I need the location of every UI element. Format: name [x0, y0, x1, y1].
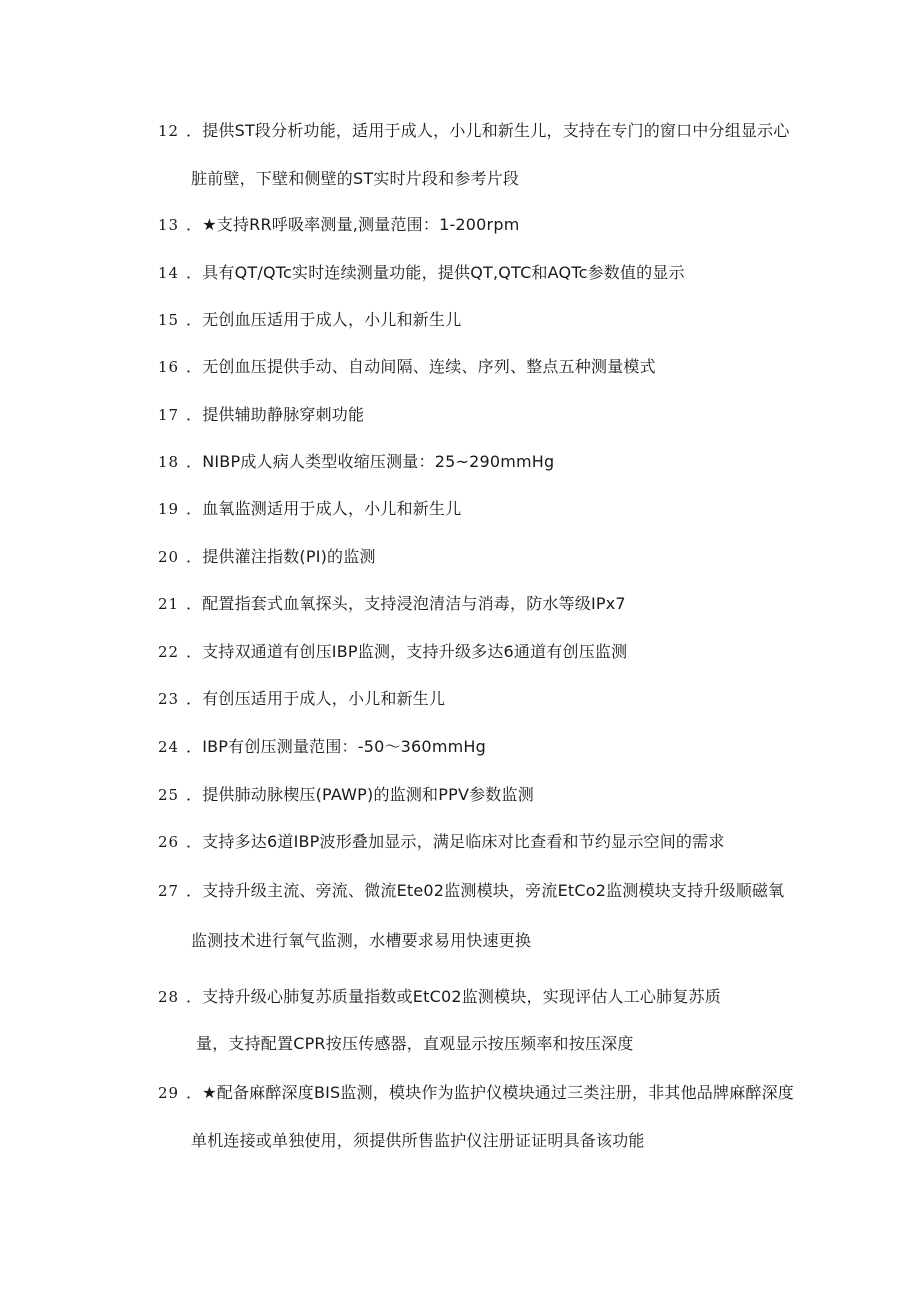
- item-text-continued: 脏前壁，下壁和侧壁的ST实时片段和参考片段: [191, 169, 520, 188]
- item-text: ．NIBP成人病人类型收缩压测量：25~290mmHg: [186, 452, 555, 471]
- item-number: 29: [158, 1084, 180, 1102]
- item-number: 17: [158, 406, 180, 424]
- item-text: ．支持多达6道IBP波形叠加显示，满足临床对比查看和节约显示空间的需求: [186, 832, 725, 851]
- item-text: ．无创血压适用于成人，小儿和新生儿: [186, 310, 462, 329]
- item-text: ．配置指套式血氧探头，支持浸泡清洁与消毒，防水等级IPx7: [186, 594, 626, 613]
- item-text: ．提供ST段分析功能，适用于成人，小儿和新生儿，支持在专门的窗口中分组显示心: [186, 121, 790, 140]
- item-number: 27: [158, 882, 180, 900]
- item-number: 26: [158, 833, 180, 851]
- item-number: 28: [158, 988, 180, 1006]
- item-text-continued: 单机连接或单独使用，须提供所售监护仪注册证证明具备该功能: [191, 1131, 645, 1150]
- item-number: 14: [158, 264, 180, 282]
- item-text: ．支持双通道有创压IBP监测，支持升级多达6通道有创压监测: [186, 642, 628, 661]
- item-text: ．★配备麻醉深度BIS监测，模块作为监护仪模块通过三类注册，非其他品牌麻醉深度: [186, 1083, 794, 1102]
- item-number: 16: [158, 358, 180, 376]
- item-text-continued: 监测技术进行氧气监测，水槽要求易用快速更换: [191, 931, 532, 950]
- item-number: 25: [158, 786, 180, 804]
- item-text: ．血氧监测适用于成人，小儿和新生儿: [186, 499, 462, 518]
- item-number: 22: [158, 643, 180, 661]
- item-text: ．提供灌注指数(PI)的监测: [186, 547, 376, 566]
- item-text: ．支持升级心肺复苏质量指数或EtC02监测模块，实现评估人工心肺复苏质: [186, 987, 721, 1006]
- item-text: ．无创血压提供手动、自动间隔、连续、序列、整点五种测量模式: [186, 357, 656, 376]
- item-text: ．★支持RR呼吸率测量,测量范围：1-200rpm: [186, 215, 520, 234]
- item-text: ．提供肺动脉楔压(PAWP)的监测和PPV参数监测: [186, 785, 534, 804]
- item-number: 24: [158, 738, 180, 756]
- item-number: 21: [158, 595, 180, 613]
- item-number: 23: [158, 690, 180, 708]
- item-number: 13: [158, 216, 180, 234]
- item-number: 20: [158, 548, 180, 566]
- item-text: ．提供辅助静脉穿刺功能: [186, 405, 365, 424]
- item-number: 12: [158, 122, 180, 140]
- item-text: ．有创压适用于成人，小儿和新生儿: [186, 689, 446, 708]
- item-text: ．具有QT/QTc实时连续测量功能，提供QT,QTC和AQTc参数值的显示: [186, 263, 685, 282]
- item-text: ．IBP有创压测量范围：-50～360mmHg: [186, 737, 486, 756]
- item-number: 18: [158, 453, 180, 471]
- item-number: 19: [158, 500, 180, 518]
- item-number: 15: [158, 311, 180, 329]
- item-text: ．支持升级主流、旁流、微流Ete02监测模块，旁流EtCo2监测模块支持升级顺磁氧: [186, 881, 785, 900]
- item-text-continued: 量，支持配置CPR按压传感器，直观显示按压频率和按压深度: [196, 1034, 634, 1053]
